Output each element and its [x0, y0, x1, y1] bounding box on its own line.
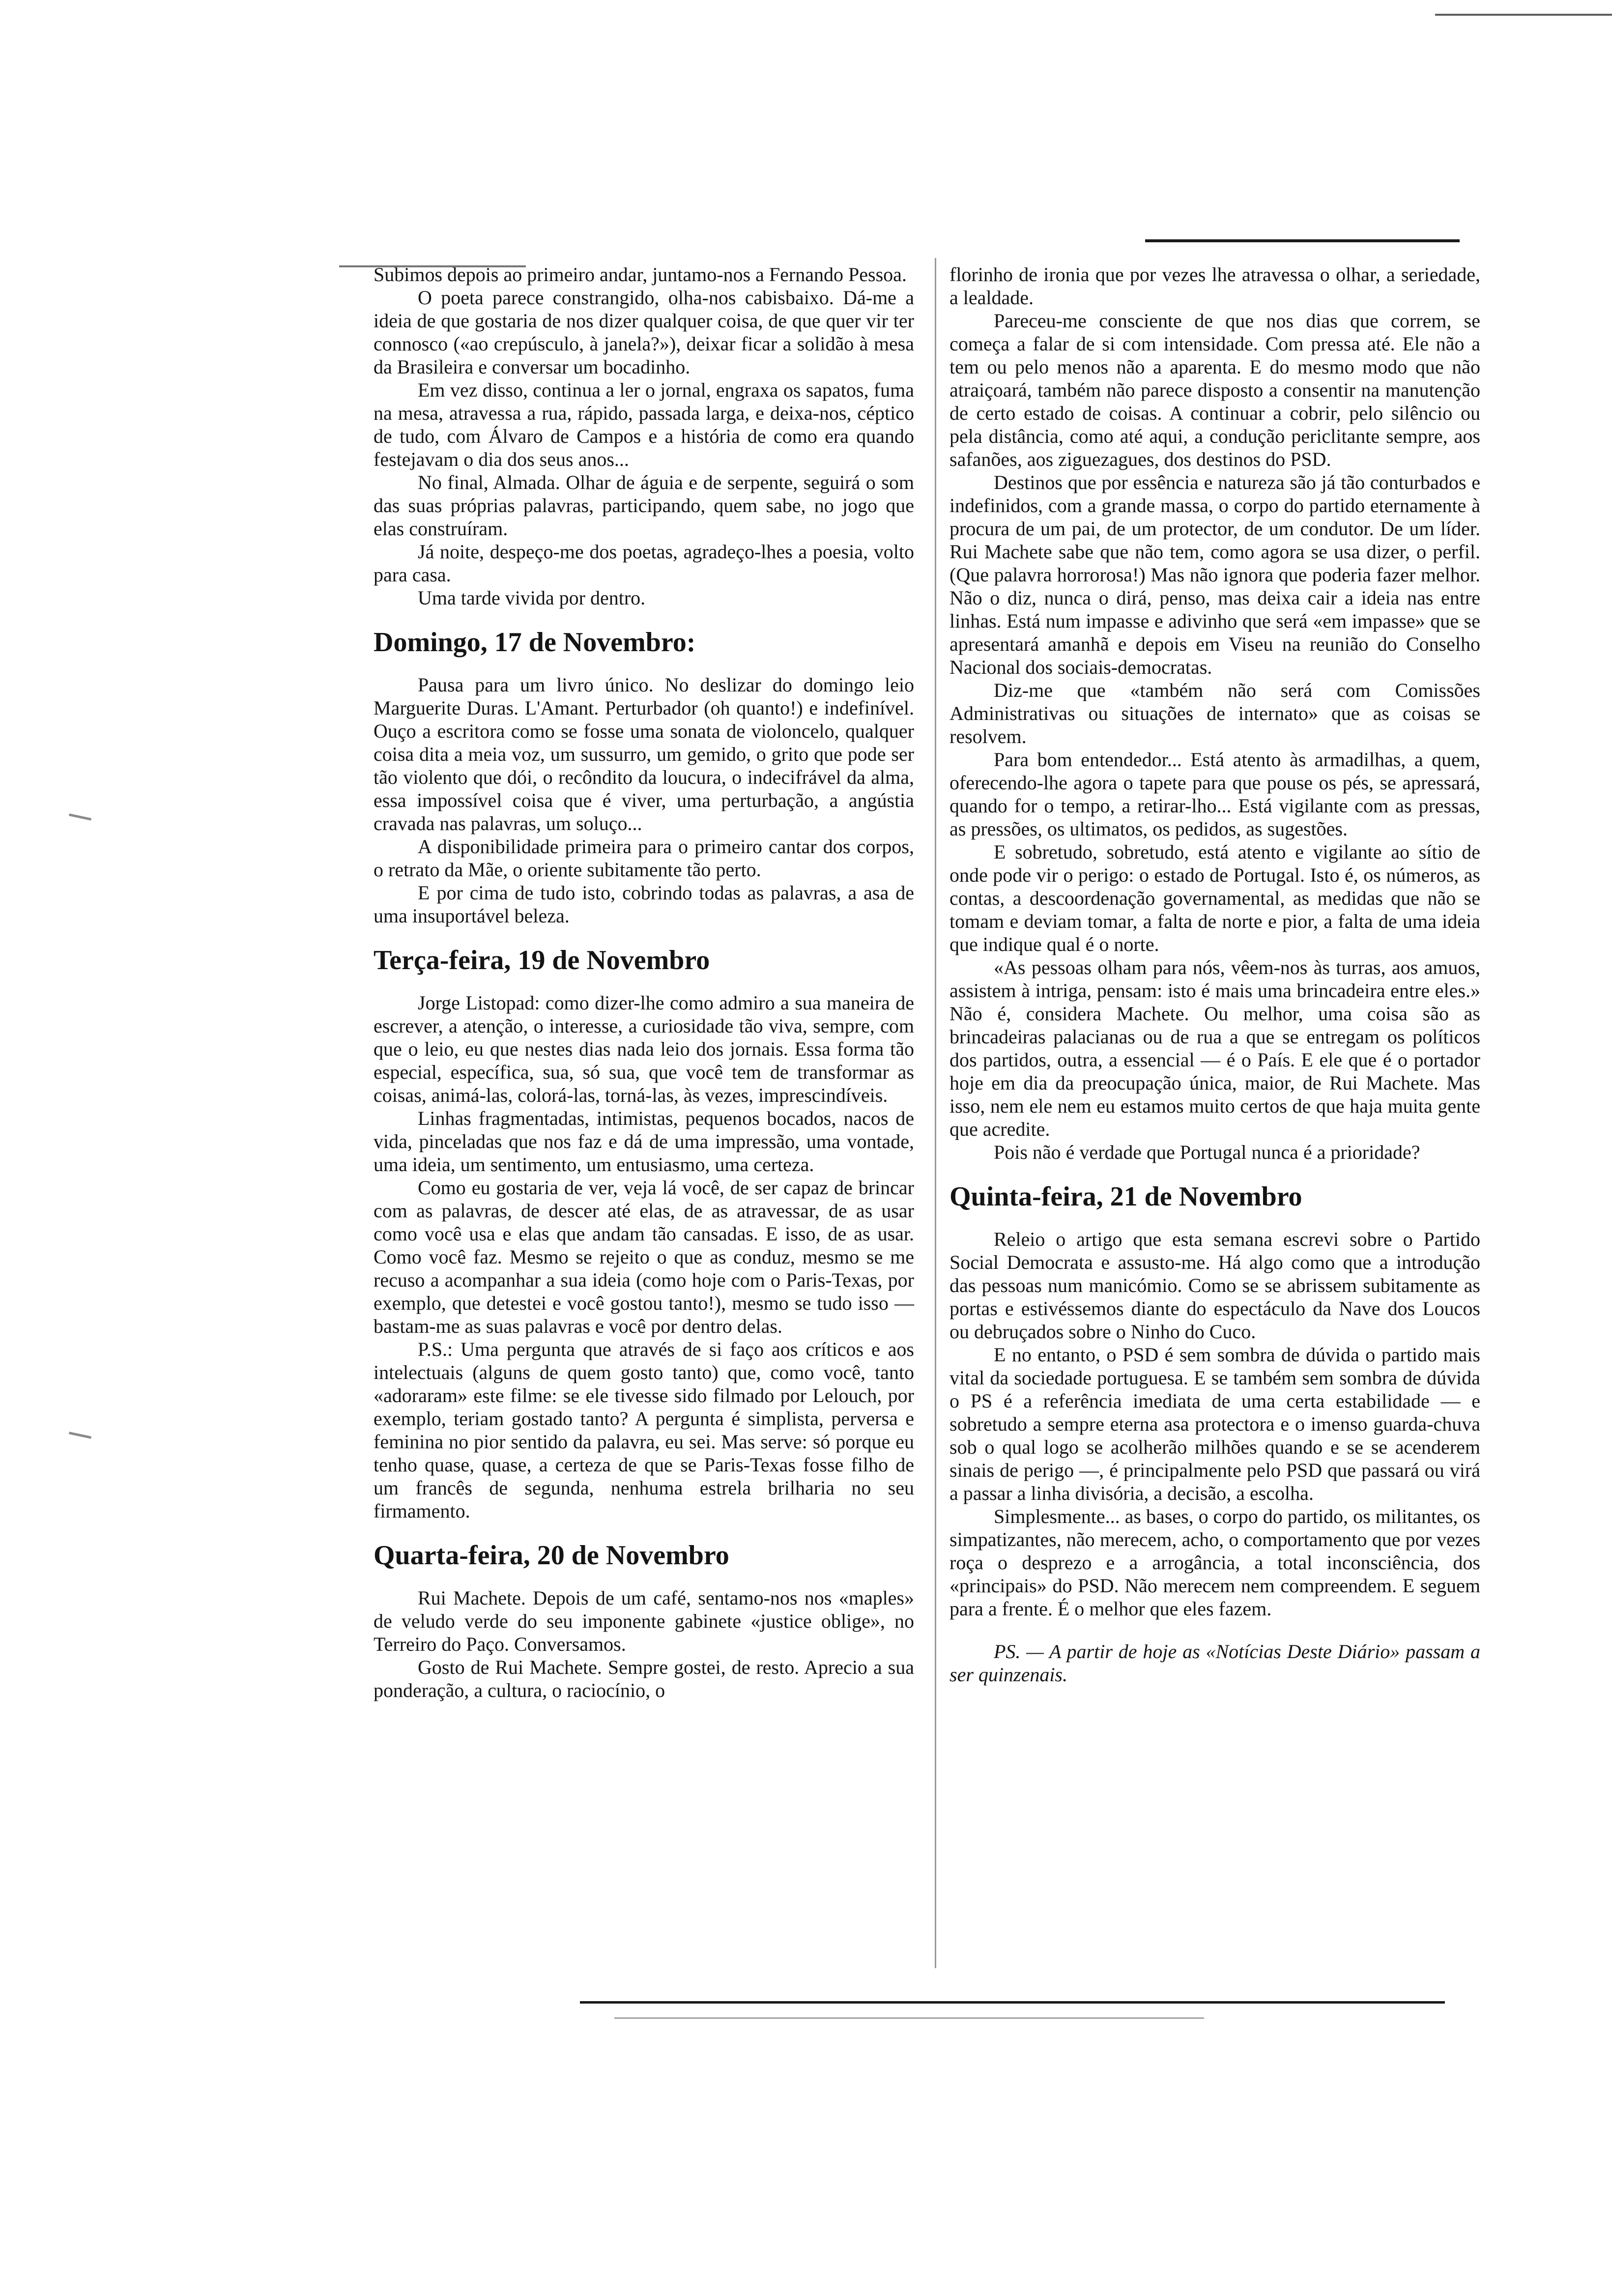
left-intro-paragraph: O poeta parece constrangido, olha-nos cabisbaixo. Dá-me a ideia de que gostaria de nos dizer qualquer coisa, de que quer vir ter connosco («ao crepúsculo, à janela?»), deixar ficar a solidão à mesa da Brasileira e conversar um bocadinho.: [374, 287, 914, 378]
left-intro-paragraph: Em vez disso, continua a ler o jornal, engraxa os sapatos, fuma na mesa, atravessa a rua, rápido, passada larga, e deixa-nos, céptico de tudo, com Álvaro de Campos e a história de como era quando festejavam o dia dos seus anos...: [374, 379, 914, 470]
right-intro-paragraph: Diz-me que «também não será com Comissões Administrativas ou situações de internato» que as coisas se resolvem.: [950, 679, 1480, 747]
section-paragraph: Pausa para um livro único. No deslizar do domingo leio Marguerite Duras. L'Amant. Perturbador (oh quanto!) e indefinível. Ouço a escritora como se fosse uma sonata de violoncelo, qualquer coisa dita a meia voz, um sussurro, um gemido, o grito que pode ser tão violento que dói, o recôndito da loucura, o indecifrável da alma, essa impossível coisa que é viver, uma perturbação, a angústia cravada nas palavras, um soluço...: [374, 674, 914, 834]
section-paragraph: A disponibilidade primeira para o primeiro cantar dos corpos, o retrato da Mãe, o oriente subitamente tão perto.: [374, 835, 914, 881]
section-paragraph: P.S.: Uma pergunta que através de si faço aos críticos e aos intelectuais (alguns de quem gosto tanto) que, como você, tanto «adoraram» este filme: se ele tivesse sido filmado por Lelouch, por exemplo, teriam gostado tanto? A pergunta é simplista, perversa e feminina no pior sentido da palavra, eu sei. Mas serve: só porque eu tenho quase, quase, a certeza de que se Paris-Texas fosse filho de um francês de segunda, nenhuma estrela brilharia no seu firmamento.: [374, 1338, 914, 1522]
left-intro-paragraph: No final, Almada. Olhar de águia e de serpente, seguirá o som das suas próprias palavras, participando, quem sabe, no jogo que elas construíram.: [374, 471, 914, 540]
right-intro-paragraph: E sobretudo, sobretudo, está atento e vigilante ao sítio de onde pode vir o perigo: o estado de Portugal. Isto é, os números, as contas, a descoordenação governamental, as medidas que não se tomam e deviam tomar, a falta de norte e pior, a falta de uma ideia que indique qual é o norte.: [950, 841, 1480, 955]
section-paragraph: Releio o artigo que esta semana escrevi sobre o Partido Social Democrata e assusto-me. Há algo como que a introdução das pessoas num manicómio. Como se se abrissem subitamente as portas e estivéssemos diante do espectáculo da Nave dos Loucos ou debruçados sobre o Ninho do Cuco.: [950, 1228, 1480, 1343]
section-heading-domingo: Domingo, 17 de Novembro:: [374, 627, 696, 658]
right-intro-paragraph: Destinos que por essência e natureza são já tão conturbados e indefinidos, com a grande massa, o corpo do partido eternamente à procura de um pai, de um protector, de um condutor. De um líder. Rui Machete sabe que não tem, como agora se usa dizer, o perfil. (Que palavra horrorosa!) Mas não ignora que poderia fazer melhor. Não o diz, nunca o dirá, penso, mas deixa cair a ideia nas entre linhas. Está num impasse e adivinho que será «em impasse» que se apresentará amanhã e depois em Viseu na reunião do Conselho Nacional dos sociais-democratas.: [950, 471, 1480, 678]
column-divider: [935, 258, 936, 1968]
section-paragraph: Jorge Listopad: como dizer-lhe como admiro a sua maneira de escrever, a atenção, o interesse, a curiosidade tão viva, sempre, com que o leio, eu que nestes dias nada leio dos jornais. Essa forma tão especial, específica, sua, só sua, que você tem de transformar as coisas, animá-las, colorá-las, torná-las, às vezes, imprescindíveis.: [374, 992, 914, 1106]
section-paragraph: Como eu gostaria de ver, veja lá você, de ser capaz de brincar com as palavras, de descer até elas, de as atravessar, de as usar como você usa e elas que andam tão cansadas. E isso, de as usar. Como você faz. Mesmo se rejeito o que as conduz, mesmo se me recuso a acompanhar a sua ideia (como hoje com o Paris-Texas, por exemplo, que detestei e você gostou tanto!), mesmo se tudo isso — bastam-me as suas palavras e você por dentro delas.: [374, 1177, 914, 1337]
postscript-text: PS. — A partir de hoje as «Notícias Deste Diário» passam a ser quinzenais.: [950, 1640, 1480, 1686]
left-intro-paragraph: Já noite, despeço-me dos poetas, agradeço-lhes a poesia, volto para casa.: [374, 541, 914, 586]
bottom-rule: [580, 2001, 1445, 2004]
top-right-rule: [1145, 239, 1460, 242]
section-paragraph: Simplesmente... as bases, o corpo do partido, os militantes, os simpatizantes, não merecem, acho, o comportamento que por vezes roça o desprezo e a arrogância, a total inconsciência, dos «principais» do PSD. Não merecem nem compreendem. E seguem para a frente. É o melhor que eles fazem.: [950, 1505, 1480, 1620]
section-paragraph: Rui Machete. Depois de um café, sentamo-nos nos «maples» de veludo verde do seu imponente gabinete «justice oblige», no Terreiro do Paço. Conversamos.: [374, 1587, 914, 1655]
right-intro-paragraph: Para bom entendedor... Está atento às armadilhas, a quem, oferecendo-lhe agora o tapete para que pouse os pés, se apressará, quando for o tempo, a retirar-lho... Está vigilante com as pressas, as pressões, os ultimatos, os pedidos, as sugestões.: [950, 748, 1480, 840]
right-column: [950, 263, 1480, 1686]
section-heading-terca: Terça-feira, 19 de Novembro: [374, 945, 710, 976]
margin-mark-lower: [69, 1432, 91, 1438]
left-intro-paragraph: Subimos depois ao primeiro andar, juntamo-nos a Fernando Pessoa.: [374, 263, 907, 286]
top-corner-rule: [1435, 14, 1612, 16]
margin-mark-upper: [69, 813, 91, 820]
section-paragraph: Linhas fragmentadas, intimistas, pequenos bocados, nacos de vida, pinceladas que nos faz e dá de uma impressão, uma vontade, uma ideia, um sentimento, um entusiasmo, uma certeza.: [374, 1107, 914, 1176]
section-paragraph: E por cima de tudo isto, cobrindo todas as palavras, a asa de uma insuportável beleza.: [374, 882, 914, 927]
left-intro-paragraph: Uma tarde vivida por dentro.: [418, 587, 646, 609]
right-intro-paragraph: Pois não é verdade que Portugal nunca é a prioridade?: [994, 1141, 1420, 1163]
right-intro-paragraph: Pareceu-me consciente de que nos dias que correm, se começa a falar de si com intensidade. Com pressa até. Ele não a tem ou pelo menos não a aparenta. E do mesmo modo que não atraiçoará, também não parece disposto a consentir na manutenção de certo estado de coisas. A continuar a cobrir, pelo silêncio ou pela distância, como até aqui, a condução periclitante sempre, aos safanões, aos ziguezagues, dos destinos do PSD.: [950, 310, 1480, 470]
section-paragraph: E no entanto, o PSD é sem sombra de dúvida o partido mais vital da sociedade portuguesa. E se também sem sombra de dúvida o PS é a referência imediata de uma certa estabilidade — e sobretudo a sempre eterna asa protectora e o imenso guarda-chuva sob o qual logo se acolherão milhões quando e se se acenderem sinais de perigo —, é principalmente pelo PSD que passará ou virá a passar a linha divisória, a decisão, a escolha.: [950, 1344, 1480, 1504]
right-intro-paragraph: florinho de ironia que por vezes lhe atravessa o olhar, a seriedade, a lealdade.: [950, 263, 1480, 309]
postscript-note: [950, 1640, 1480, 1686]
left-column: [374, 263, 914, 1702]
section-heading-quinta: Quinta-feira, 21 de Novembro: [950, 1181, 1302, 1212]
right-intro-paragraph: «As pessoas olham para nós, vêem-nos às turras, aos amuos, assistem à intriga, pensam: isto é mais uma brincadeira entre eles.» Não é, considera Machete. Ou melhor, uma coisa são as brincadeiras palacianas ou de rua a que se entregam os políticos dos partidos, outra, a essencial — é o País. E ele que é o portador hoje em dia da preocupação única, maior, de Rui Machete. Mas isso, nem ele nem eu estamos muito certos de que haja muita gente que acredite.: [950, 956, 1480, 1140]
bottom-rule-faint: [614, 2017, 1204, 2019]
section-heading-quarta: Quarta-feira, 20 de Novembro: [374, 1540, 729, 1571]
section-paragraph: Gosto de Rui Machete. Sempre gostei, de resto. Aprecio a sua ponderação, a cultura, o raciocínio, o: [374, 1656, 914, 1701]
